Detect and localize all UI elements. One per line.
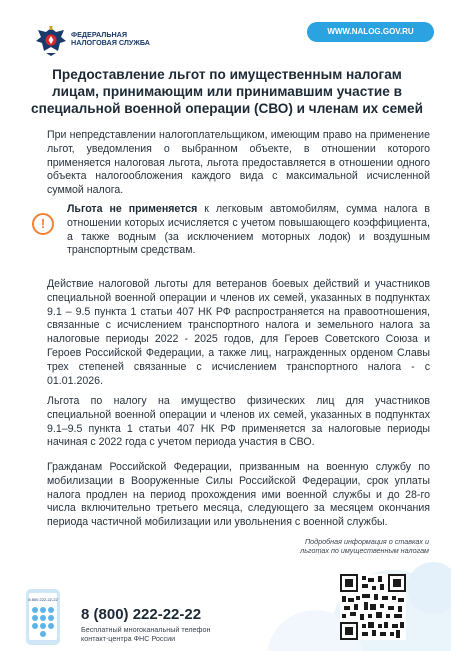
paragraph-mobilized-deadline: Гражданам Российской Федерации, призванным на военную службу по мобилизации в Вооруженные Силы Российской Федерации, срок уплаты налога продлен на период прохождения ими военной службы и до 28-го числа включительно третьего месяца, следующего за месяцем окончания периода частичной мобилизации или увольнения с военной службы. <box>47 461 430 529</box>
paragraph-default-benefit: При непредставлении налогоплательщиком, имеющим право на применение льгот, уведомления о выбранном объекте, в отношении которого применяется налоговая льгота, льгота предоставляется в отношении одного объекта налогообложения каждого вида с максимальной исчисленной суммой налога. <box>47 129 430 197</box>
hotline-caption-line1: Бесплатный многоканальный телефон <box>81 625 211 634</box>
page-title: Предоставление льгот по имущественным налогам лицам, принимающим или принимавшим участие в специальной военной операции (СВО) и членам их семей <box>31 67 423 116</box>
org-name-line2: НАЛОГОВАЯ СЛУЖБА <box>71 38 150 47</box>
hotline-number[interactable]: 8 (800) 222-22-22 <box>81 606 202 623</box>
paragraph-veterans-benefit: Действие налоговой льготы для ветеранов боевых действий и участников специальной военной операции и членов их семей, указанных в подпунктах 9.1 – 9.5 пункта 1 статьи 407 НК РФ распространяется на правоотношения, связанные с исчислением транспортного налога и земельного налога за налоговые периоды 2022 - 2025 годов, для Героев Советского Союза и Героев Российской Федерации, а также лиц, награжденных орденом Славы трех степеней связанные с исчислением транспортного налога - с 01.01.2026. <box>47 278 430 387</box>
phone-screen-number: 8 800 222-22-22 <box>28 597 58 602</box>
page-header <box>0 0 451 62</box>
qr-code-icon[interactable] <box>340 574 406 640</box>
hotline-caption-line2: контакт-центра ФНС России <box>81 633 176 643</box>
info-note-line1: Подробная информация о ставках и <box>304 537 429 546</box>
mobile-phone-icon <box>22 588 64 646</box>
paragraph-property-tax-benefit: Льгота по налогу на имущество физических лиц для участников специальной военной операции и членов их семей, указанных в подпунктах 9.1–9.5 пункта 1 статьи 407 НК РФ применяется за налоговые периоды начиная с 2022 года с учетом периода участия в СВО. <box>47 395 430 449</box>
info-note <box>271 537 429 555</box>
warning-block <box>32 203 432 269</box>
exclamation-circle-icon: ! <box>32 213 54 235</box>
hotline-caption <box>81 626 210 643</box>
info-note-line2: льготах по имущественным налогам <box>300 546 429 555</box>
site-url-link[interactable]: WWW.NALOG.GOV.RU <box>307 22 434 42</box>
warning-text <box>67 203 430 258</box>
eagle-emblem-icon <box>34 26 68 56</box>
warning-rest-text: к легковым автомобилям, сумма налога в отношении которых исчисляется с учетом повышающего коэффициента, а также водным (за исключением моторных лодок) и воздушным транспортным средствам. <box>67 203 430 257</box>
org-name <box>71 31 150 47</box>
warning-bold-text: Льгота не применяется <box>67 203 198 215</box>
org-name-line1: ФЕДЕРАЛЬНАЯ <box>71 30 128 39</box>
